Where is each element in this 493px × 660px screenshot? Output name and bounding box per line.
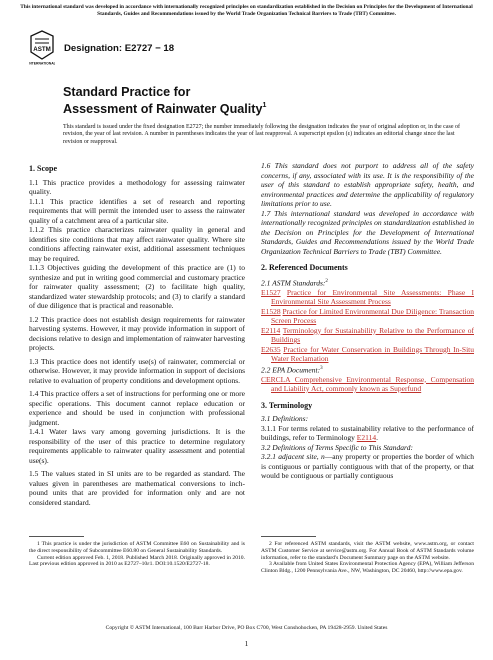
reference-list — [261, 288, 474, 364]
paragraph-3-1: 3.1 Definitions: — [261, 414, 309, 423]
definition-adjacent-site: —any property or properties the border of which is contiguous or partially contiguous with that of the property, or that would be contiguous or partially contiguous — [261, 452, 474, 480]
paragraph-1-2: 1.2 This practice does not establish design requirements for rainwater harvesting systems. However, it may provide information in support of decisions relative to design and implementation of rainwater harvesting projects. — [29, 314, 245, 352]
svg-text:ASTM: ASTM — [33, 46, 51, 53]
paragraph-3-1-1: 3.1.1 For terms related to sustainability relative to the performance of buildings, refer to Terminology — [261, 423, 474, 442]
astm-logo-icon — [29, 30, 55, 66]
footnote-rule-right — [261, 536, 316, 537]
footnote-rule-left — [29, 536, 84, 537]
footnotes-left — [29, 541, 245, 568]
document-title — [63, 85, 266, 116]
title-footnote-mark: 1 — [262, 102, 267, 109]
terminology-e2114-link[interactable]: E2114 — [356, 433, 377, 442]
paragraph-1-4-1: 1.4.1 Water laws vary among governing jurisdictions. It is the responsibility of the user of this practice to determine regulatory requirements applicable to rainwater quality assessment and potential use(s). — [29, 427, 245, 465]
paragraph-1-1-2: 1.1.2 This practice characterizes rainwater quality in general and identifies site conditions that may affect rainwater quality. Where site conditions affecting rainwater exist, additional assessment techniques may be required. — [29, 225, 245, 263]
section-heading-scope: 1. Scope — [29, 164, 57, 173]
paragraph-1-3: 1.3 This practice does not identify use(s) of rainwater, commercial or otherwise. However, it may provide information in support of decisions relative to evaluation of property conditions and development options. — [29, 356, 245, 385]
footnote-2: 2 For referenced ASTM standards, visit the ASTM website, www.astm.org, or contact ASTM Customer Service at service@astm.org. For Annual Book of ASTM Standards volume information, refer to the standard's Document Summary page on the ASTM website. — [261, 541, 474, 561]
paragraph-1-1-3: 1.1.3 Objectives guiding the development of this practice are (1) to synthesize and put in writing good commercial and customary practice for rainwater quality assessment; (2) to facilitate high quality, standardized water stewardship protocols; and (3) to clarify a standard of due diligence that is practical and reasonable. — [29, 263, 245, 310]
title-line-1: Standard Practice for — [63, 85, 191, 99]
reference-title-link[interactable]: Practice for Limited Environmental Due Diligence: Transaction Screen Process — [271, 306, 474, 325]
section-heading-referenced-documents: 2. Referenced Documents — [261, 263, 348, 272]
left-column — [29, 161, 245, 507]
reference-code-link[interactable]: E1528 — [261, 306, 281, 316]
paragraph-1-1: 1.1 This practice provides a methodology for assessing rainwater quality. — [29, 177, 245, 196]
reference-item — [261, 326, 474, 345]
title-line-2: Assessment of Rainwater Quality — [63, 102, 263, 116]
paragraph-3-2: 3.2 Definitions of Terms Specific to This Standard: — [261, 442, 413, 452]
copyright-footer: Copyright © ASTM International, 100 Barr Harbor Drive, PO Box C700, West Conshohocken, PA 19428-2959. United States — [105, 625, 388, 631]
epa-footnote-mark: 3 — [320, 365, 323, 371]
paragraph-1-7: 1.7 This international standard was developed in accordance with internationally recognized principles on standardization established in the Decision on Principles for the Development of International Standards, Guides and Recommendations issued by the World Trade Organization Technical Barriers to Trade (TBT) Committee. — [261, 208, 474, 256]
standards-notice: This international standard was developed in accordance with internationally recognized principles on standardization established in the Decision on Principles for the Development of International Standards, Guides and Recommendations issued by the World Trade Organization Technical Barriers to Trade (TBT) Committee. — [20, 4, 473, 17]
astm-footnote-mark: 2 — [325, 278, 328, 284]
footnote-3: 3 Available from United States Environmental Protection Agency (EPA), William Jefferson Clinton Bldg., 1200 Pennsylvania Ave., NW, Washington, DC 20460, http://www.epa.gov. — [261, 561, 474, 575]
reference-code-link[interactable]: E2635 — [261, 344, 281, 354]
footnote-1: 1 This practice is under the jurisdiction of ASTM Committee E60 on Sustainability and is the direct responsibility of Subcommittee E60.80 on General Sustainability Standards. — [29, 541, 245, 554]
term-adjacent-site: 3.2.1 adjacent site, n — [261, 452, 325, 461]
section-heading-terminology: 3. Terminology — [261, 400, 313, 410]
paragraph-1-6: 1.6 This standard does not purport to address all of the safety concerns, if any, associated with its use. It is the responsibility of the user of this standard to establish appropriate safety, health, and environmental practices and determine the applicability of regulatory limitations prior to use. — [261, 161, 474, 208]
right-column: 1.6 This standard does not purport to address all of the safety concerns, if any, associated with its use. It is the responsibility of the user of this standard to establish appropriate safety, health, and environmental practices and determine the applicability of regulatory limitations prior to use. 1.7 This international standard was developed in accordance with internationally recognized principles on standardization established in the Decision on Principles for the Development of International Standards, Guides and Recommendations issued by the World Trade Organization Technical Barriers to Trade (TBT) Committee. 2. Referenced Documents 2.1 ASTM Standards:$^2$ E1527 Practice for Environmental Site Assessments: Phase I Environmental Site Assessment Process E1528 Practice for Limited Environmental Due Diligence: Transaction Screen Process E2114 Terminology for Sustainability Relative to the Performance of Buildings E2635 Practice for Water Conservation in Buildings Through In-Situ Water Reclamation 2.2 EPA Document:$^3$ CERCLA Comprehensive Environmental Response, Compensation and Liability Act, commonly known as Superfund 3. Terminology 3.1 Definitions: 3.1.1 For terms related to sustainability relative to the performance of buildings, refer to Terminology E2114. 3.2 Definitions of Terms Specific to This Standard: 3.2.1 adjacent site, n—any property or properties the border of which is contiguous or partially contiguous with that of the property, or that would be contiguous or partially contiguous — [261, 161, 475, 480]
footnote-1-edition: Current edition approved Feb. 1, 2018. Published March 2018. Originally approved in 2010. Last previous edition approved in 2010 as E2727–10ε1. DOI:10.1520/E2727-18. — [29, 554, 245, 568]
paragraph-1-1-1: 1.1.1 This practice identifies a set of research and reporting requirements that will permit the intended user to assess the rainwater quality of a catchment area of a particular site. — [29, 196, 245, 225]
reference-item — [261, 345, 474, 364]
paragraph-1-5: 1.5 The values stated in SI units are to be regarded as standard. The values given in parentheses are mathematical conversions to inch-pound units that are provided for information only and are not considered standard. — [29, 469, 245, 507]
epa-document-label: 2.2 EPA Document: — [261, 365, 321, 374]
page-number: 1 — [244, 639, 249, 648]
reference-title-link[interactable]: Practice for Water Conservation in Buildings Through In-Situ Water Reclamation — [271, 344, 475, 363]
logo-caption: INTERNATIONAL — [29, 61, 55, 66]
paragraph-1-4: 1.4 This practice offers a set of instructions for performing one or more specific operations. This document cannot replace education or experience and should be used in conjunction with professional judgment. — [29, 389, 245, 427]
reference-code-link[interactable]: E1527 — [261, 287, 281, 297]
reference-item — [261, 307, 474, 326]
reference-item — [261, 288, 474, 307]
reference-code-link[interactable]: E2114 — [261, 325, 281, 335]
reference-title-link[interactable]: Practice for Environmental Site Assessments: Phase I Environmental Site Assessment Process — [271, 287, 474, 306]
astm-standards-label: 2.1 ASTM Standards: — [261, 278, 326, 287]
astm-logo — [29, 30, 55, 66]
reference-title-link[interactable]: Terminology for Sustainability Relative to the Performance of Buildings — [271, 325, 474, 344]
cercla-reference-link[interactable]: CERCLA Comprehensive Environmental Response, Compensation and Liability Act, commonly known as Superfund — [261, 374, 474, 393]
standard-note: This standard is issued under the fixed designation E2727; the number immediately following the designation indicates the year of original adoption or, in the case of revision, the year of last revision. A number in parentheses indicates the year of last reapproval. A superscript epsilon (ε) indicates an editorial change since the last revision or reapproval. — [63, 124, 460, 145]
footnotes-right — [261, 541, 474, 575]
designation: Designation: E2727 − 18 — [64, 43, 175, 54]
